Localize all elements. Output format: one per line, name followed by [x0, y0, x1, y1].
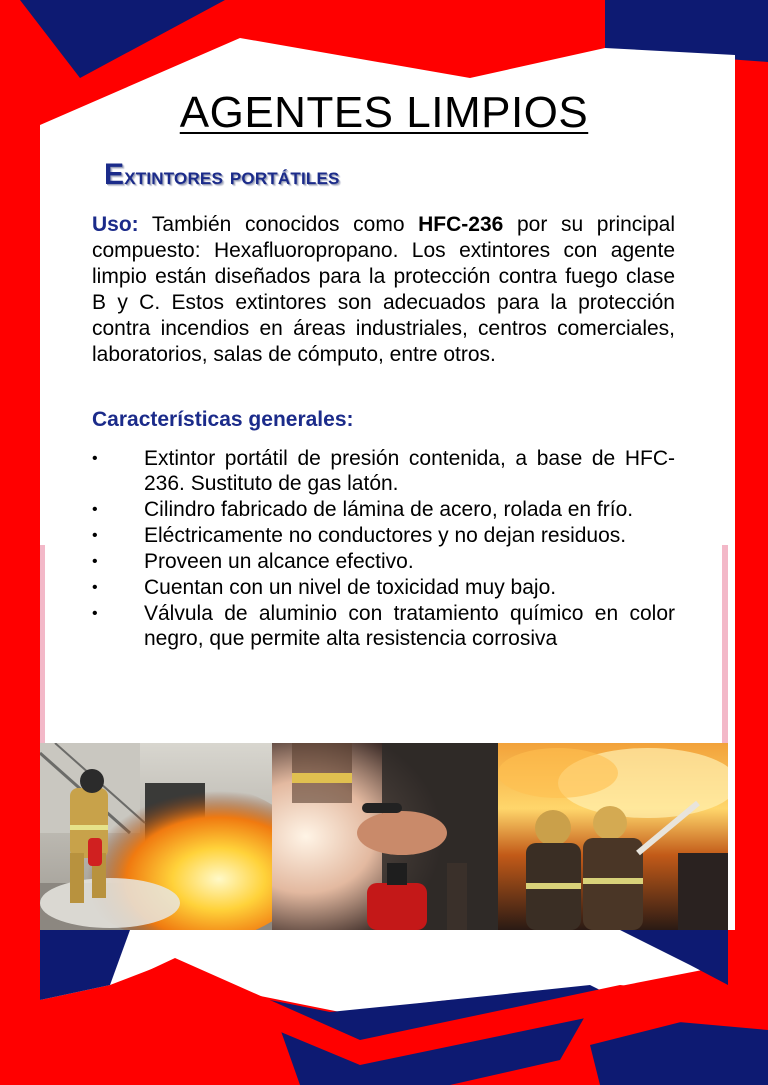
features-list — [92, 446, 675, 652]
firefighter-extinguishing-fire-photo — [40, 743, 272, 930]
list-item — [92, 523, 675, 548]
intro-bold-term: HFC-236 — [418, 213, 504, 236]
list-item-text: Cilindro fabricado de lámina de acero, rolada en frío. — [144, 498, 634, 521]
intro-text-rest: por su principal compuesto: Hexafluoropropano. Los extintores con agente limpio están diseñados para la protección contra fuego clase B y C. Estos extintores son adecuados para la protección contra incendios en áreas industriales, centros comerciales, laboratorios, salas de cómputo, entre otros. — [92, 213, 675, 366]
subtitle-rest: xtintores portátiles — [124, 163, 340, 190]
subtitle-first-letter: E — [104, 158, 125, 191]
bullet-icon: • — [92, 501, 98, 518]
list-item-text: Extintor portátil de presión contenida, a base de HFC-236. Sustituto de gas latón. — [144, 447, 675, 495]
page-subtitle — [104, 158, 340, 192]
photo-strip — [40, 743, 728, 930]
firefighters-facing-flames-photo — [498, 743, 728, 930]
list-item — [92, 549, 675, 574]
list-item-text: Cuentan con un nivel de toxicidad muy bajo. — [144, 576, 557, 599]
intro-paragraph — [92, 212, 675, 368]
bullet-icon: • — [92, 553, 98, 570]
features-heading: Características generales: — [92, 408, 354, 431]
page-title: AGENTES LIMPIOS — [179, 88, 589, 137]
bullet-icon: • — [92, 605, 98, 622]
bullet-icon: • — [92, 450, 98, 467]
list-item-text: Eléctricamente no conductores y no dejan residuos. — [144, 524, 627, 547]
bullet-icon: • — [92, 579, 98, 596]
list-item — [92, 446, 675, 496]
list-item — [92, 601, 675, 651]
list-item — [92, 497, 675, 522]
intro-label: Uso: — [92, 213, 139, 236]
list-item — [92, 575, 675, 600]
list-item-text: Válvula de aluminio con tratamiento químico en color negro, que permite alta resistencia corrosiva — [144, 602, 675, 650]
list-item-text: Proveen un alcance efectivo. — [144, 550, 414, 573]
bullet-icon: • — [92, 527, 98, 544]
intro-text-start: También conocidos como — [138, 213, 419, 236]
hand-holding-extinguisher-photo — [272, 743, 498, 930]
